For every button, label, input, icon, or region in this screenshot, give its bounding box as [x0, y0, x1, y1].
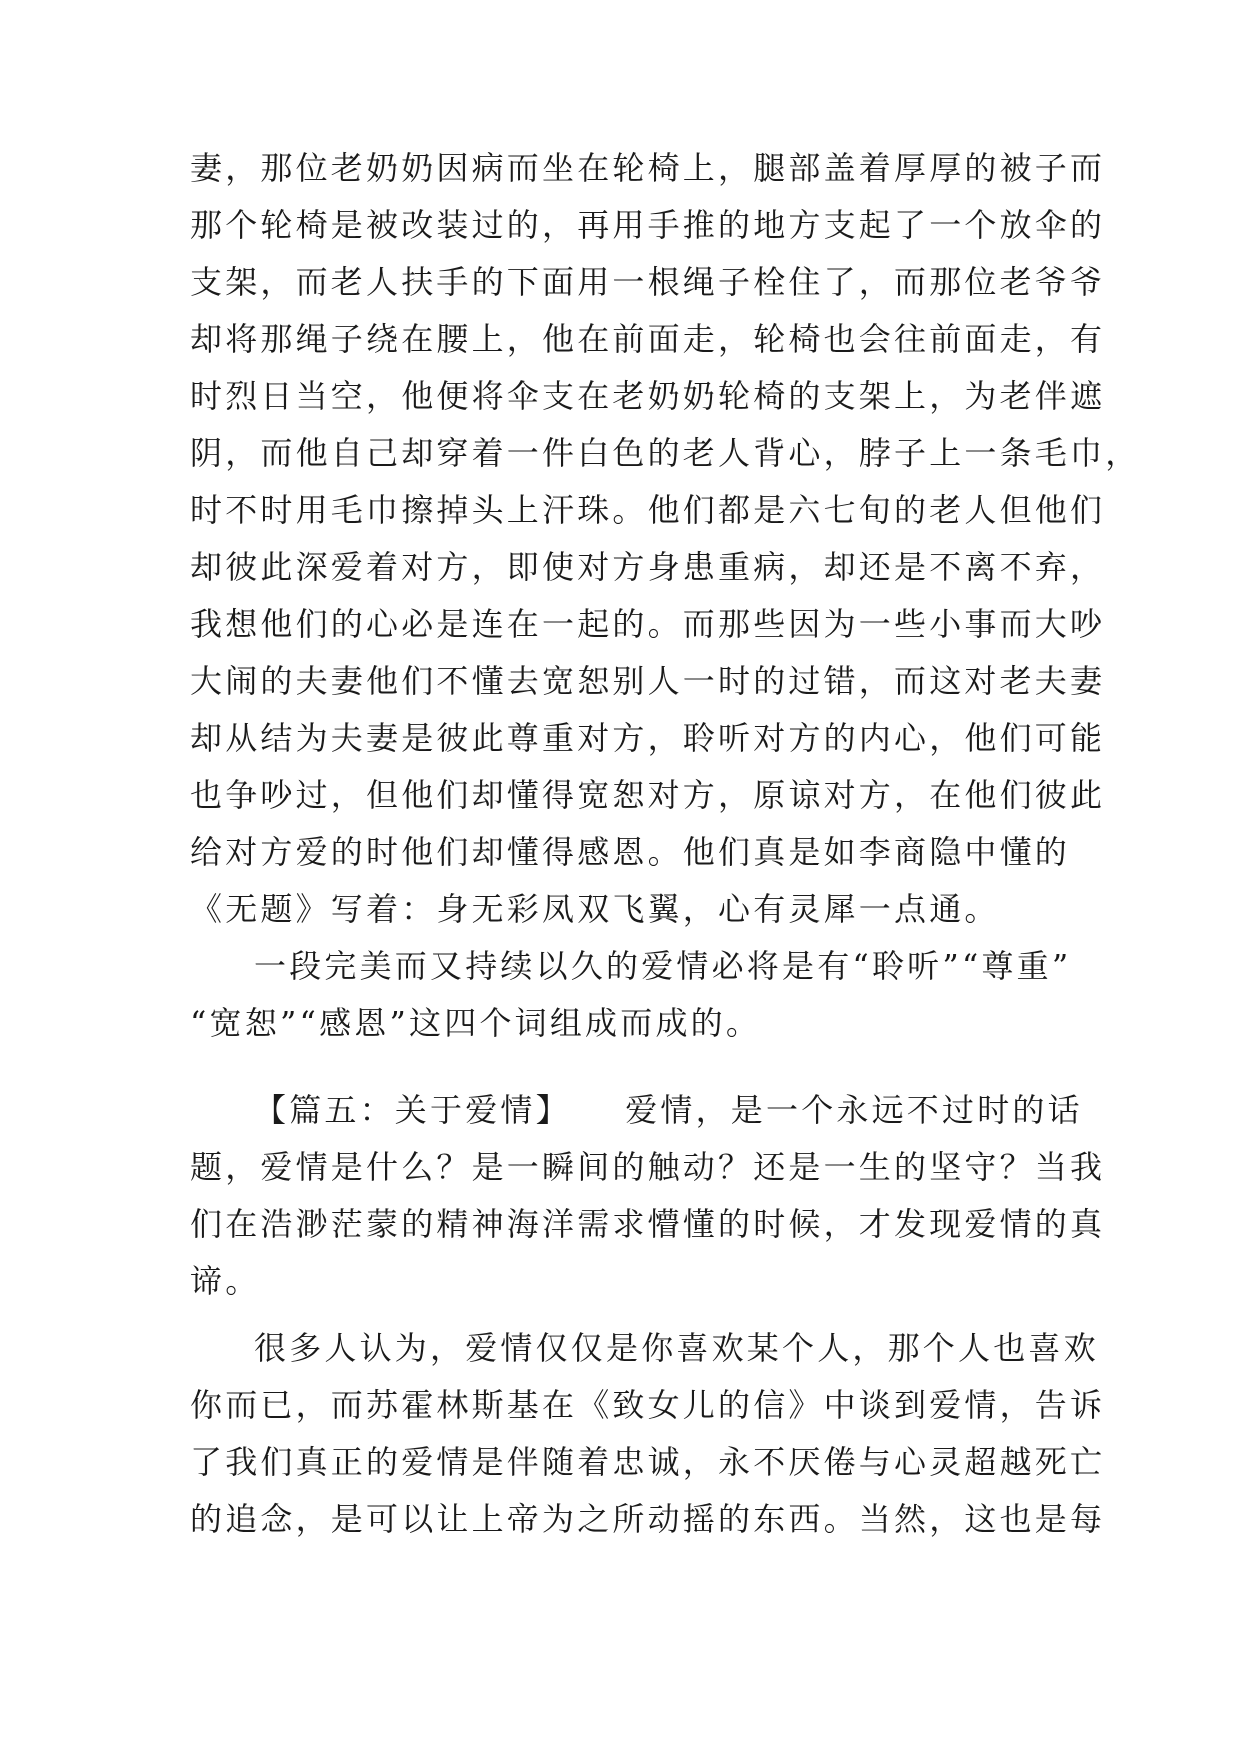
- text-line: 却彼此深爱着对方，即使对方身患重病，却还是不离不弃，: [190, 548, 1106, 586]
- text-line: 也争吵过，但他们却懂得宽恕对方，原谅对方，在他们彼此: [190, 776, 1106, 814]
- paragraph-start-line: 很多人认为，爱情仅仅是你喜欢某个人，那个人也喜欢: [254, 1329, 1099, 1367]
- text-line: 们在浩渺茫蒙的精神海洋需求懵懂的时候，才发现爱情的真: [190, 1205, 1106, 1243]
- text-line: 阴，而他自己却穿着一件白色的老人背心，脖子上一条毛巾，: [190, 434, 1141, 472]
- text-line: 支架，而老人扶手的下面用一根绳子栓住了，而那位老爷爷: [190, 263, 1106, 301]
- text-line: 我想他们的心必是连在一起的。而那些因为一些小事而大吵: [190, 605, 1106, 643]
- text-line: “宽恕”“感恩”这四个词组成而成的。: [190, 1004, 762, 1042]
- text-line: 给对方爱的时他们却懂得感恩。他们真是如李商隐中懂的: [190, 833, 1071, 871]
- text-line: 题，爱情是什么？是一瞬间的触动？还是一生的坚守？当我: [190, 1148, 1106, 1186]
- text-line: 大闹的夫妻他们不懂去宽恕别人一时的过错，而这对老夫妻: [190, 662, 1106, 700]
- paragraph-start-line: 一段完美而又持续以久的爱情必将是有“聆听”“尊重”: [254, 947, 1072, 985]
- text-line: 那个轮椅是被改装过的，再用手推的地方支起了一个放伞的: [190, 206, 1106, 244]
- text-line: 你而已，而苏霍林斯基在《致女儿的信》中谈到爱情，告诉: [190, 1386, 1106, 1424]
- text-line: 却从结为夫妻是彼此尊重对方，聆听对方的内心，他们可能: [190, 719, 1106, 757]
- text-line: 时不时用毛巾擦掉头上汗珠。他们都是六七旬的老人但他们: [190, 491, 1106, 529]
- text-line: 却将那绳子绕在腰上，他在前面走，轮椅也会往前面走，有: [190, 320, 1106, 358]
- section-heading-line: 【篇五：关于爱情】 爱情，是一个永远不过时的话: [254, 1091, 1083, 1129]
- text-line: 时烈日当空，他便将伞支在老奶奶轮椅的支架上，为老伴遮: [190, 377, 1106, 415]
- text-line: 的追念，是可以让上帝为之所动摇的东西。当然，这也是每: [190, 1500, 1106, 1538]
- text-line: 妻，那位老奶奶因病而坐在轮椅上，腿部盖着厚厚的被子而: [190, 149, 1106, 187]
- text-line: 了我们真正的爱情是伴随着忠诚，永不厌倦与心灵超越死亡: [190, 1443, 1106, 1481]
- text-line: 谛。: [190, 1262, 261, 1300]
- text-line: 《无题》写着：身无彩凤双飞翼，心有灵犀一点通。: [190, 890, 1000, 928]
